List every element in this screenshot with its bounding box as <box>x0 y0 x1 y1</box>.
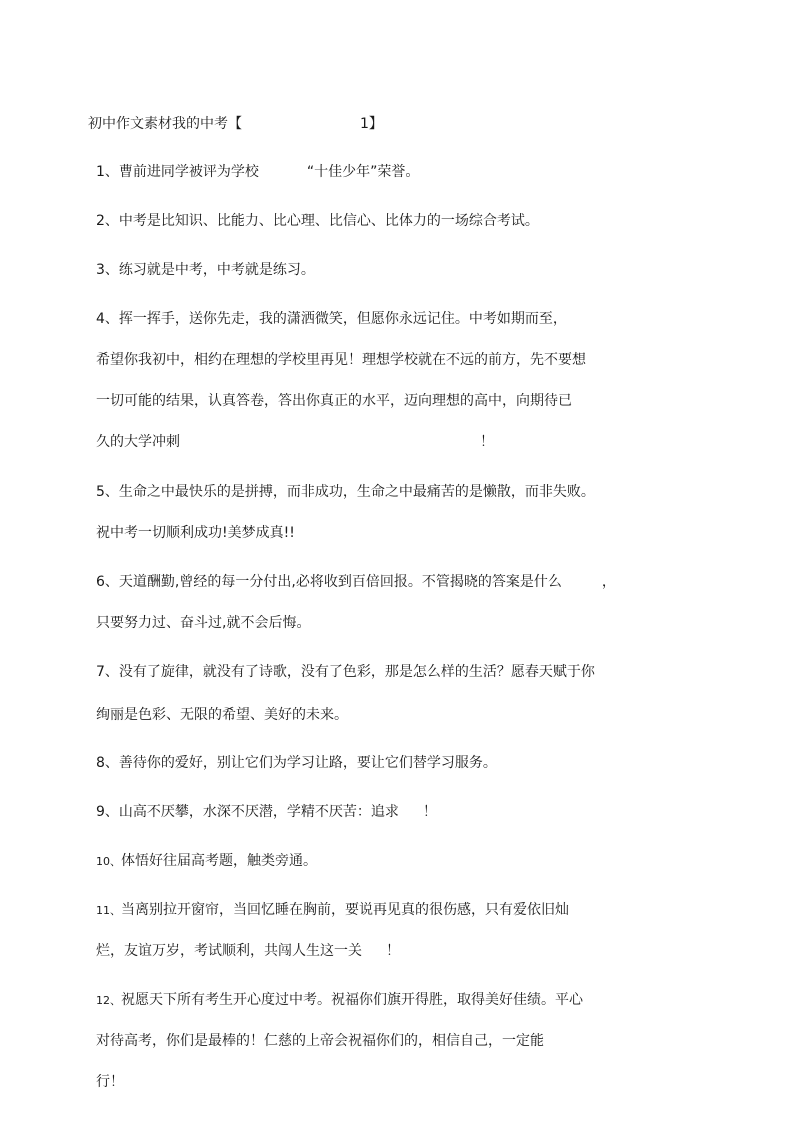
item-number: 11、 <box>96 904 121 917</box>
item-tail: ！ <box>386 943 400 959</box>
item-number: 1、 <box>96 164 119 180</box>
item-number: 12、 <box>96 994 121 1007</box>
list-item-4-cont-3 <box>96 432 494 452</box>
list-item-4-cont-1 <box>96 350 586 370</box>
title-main: 初中作文素材我的中考【 <box>88 116 242 132</box>
item-text: 没有了旋律，就没有了诗歌，没有了色彩，那是怎么样的生活？愿春天赋于你 <box>118 664 595 680</box>
item-tail: ！ <box>480 434 494 450</box>
item-text: 天道酬勤,曾经的每一分付出,必将收到百倍回报。不管揭晓的答案是什么 <box>118 574 562 590</box>
item-text-cont: 希望你我初中，相约在理想的学校里再见！理想学校就在不远的前方，先不要想 <box>96 352 586 368</box>
list-item-4-cont-2 <box>96 391 572 411</box>
list-item-12-cont-1 <box>96 1031 544 1051</box>
list-item-3 <box>96 260 315 280</box>
item-text: 当离别拉开窗帘，当回忆睡在胸前，要说再见真的很伤感，只有爱依旧灿 <box>121 902 569 918</box>
document-title <box>88 114 383 134</box>
item-text-cont: 对待高考，你们是最棒的！仁慈的上帝会祝福你们的，相信自己，一定能 <box>96 1033 544 1049</box>
item-text: 挥一挥手，送你先走，我的潇洒微笑，但愿你永远记住。中考如期而至， <box>118 311 567 327</box>
item-text-cont: 一切可能的结果，认真答卷，答出你真正的水平，迈向理想的高中，向期待已 <box>96 393 572 409</box>
title-number: 1】 <box>360 116 383 132</box>
list-item-6 <box>96 572 616 592</box>
item-number: 2、 <box>96 213 119 229</box>
item-text: 练习就是中考，中考就是练习。 <box>118 262 315 278</box>
item-text: 曹前进同学被评为学校 <box>118 164 259 180</box>
list-item-7-cont-1 <box>96 705 348 725</box>
item-tail: “十佳少年”荣誉。 <box>306 164 420 180</box>
item-text-cont: 行！ <box>96 1074 124 1090</box>
item-text: 山高不厌攀，水深不厌潜，学精不厌苦：追求 <box>118 804 399 820</box>
list-item-12-cont-2 <box>96 1072 124 1092</box>
item-text-cont: 烂，友谊万岁，考试顺利，共闯人生这一关 <box>96 943 362 959</box>
list-item-7 <box>96 662 595 682</box>
list-item-11 <box>96 900 569 921</box>
item-number: 10、 <box>96 855 121 868</box>
list-item-5-cont-1 <box>96 523 295 543</box>
item-text: 生命之中最快乐的是拼搏，而非成功，生命之中最痛苦的是懒散，而非失败。 <box>118 484 595 500</box>
item-tail: ， <box>601 574 616 590</box>
item-text-cont: 绚丽是色彩、无限的希望、美好的未来。 <box>96 707 348 723</box>
list-item-4 <box>96 309 567 329</box>
item-number: 6、 <box>96 574 119 590</box>
item-number: 5、 <box>96 484 119 500</box>
item-number: 4、 <box>96 311 119 327</box>
item-number: 9、 <box>96 804 119 820</box>
item-text-cont: 只要努力过、奋斗过,就不会后悔。 <box>96 615 311 631</box>
list-item-12 <box>96 990 583 1011</box>
list-item-5 <box>96 482 595 502</box>
list-item-8 <box>96 753 497 773</box>
list-item-10 <box>96 851 317 872</box>
item-number: 7、 <box>96 664 119 680</box>
item-number: 8、 <box>96 755 119 771</box>
list-item-6-cont-1 <box>96 613 310 633</box>
item-text: 中考是比知识、比能力、比心理、比信心、比体力的一场综合考试。 <box>118 213 539 229</box>
list-item-11-cont-1 <box>96 941 400 961</box>
list-item-1 <box>96 162 419 182</box>
item-text-cont: 久的大学冲刺 <box>96 434 180 450</box>
item-text: 善待你的爱好，别让它们为学习让路，要让它们替学习服务。 <box>118 755 497 771</box>
item-text-cont: 祝中考一切顺利成功!美梦成真!! <box>96 525 295 541</box>
item-text: 体悟好往届高考题，触类旁通。 <box>121 853 317 869</box>
item-number: 3、 <box>96 262 119 278</box>
item-tail: ！ <box>422 804 437 820</box>
list-item-2 <box>96 211 539 231</box>
item-text: 祝愿天下所有考生开心度过中考。祝福你们旗开得胜，取得美好佳绩。平心 <box>121 992 583 1008</box>
list-item-9 <box>96 802 437 822</box>
